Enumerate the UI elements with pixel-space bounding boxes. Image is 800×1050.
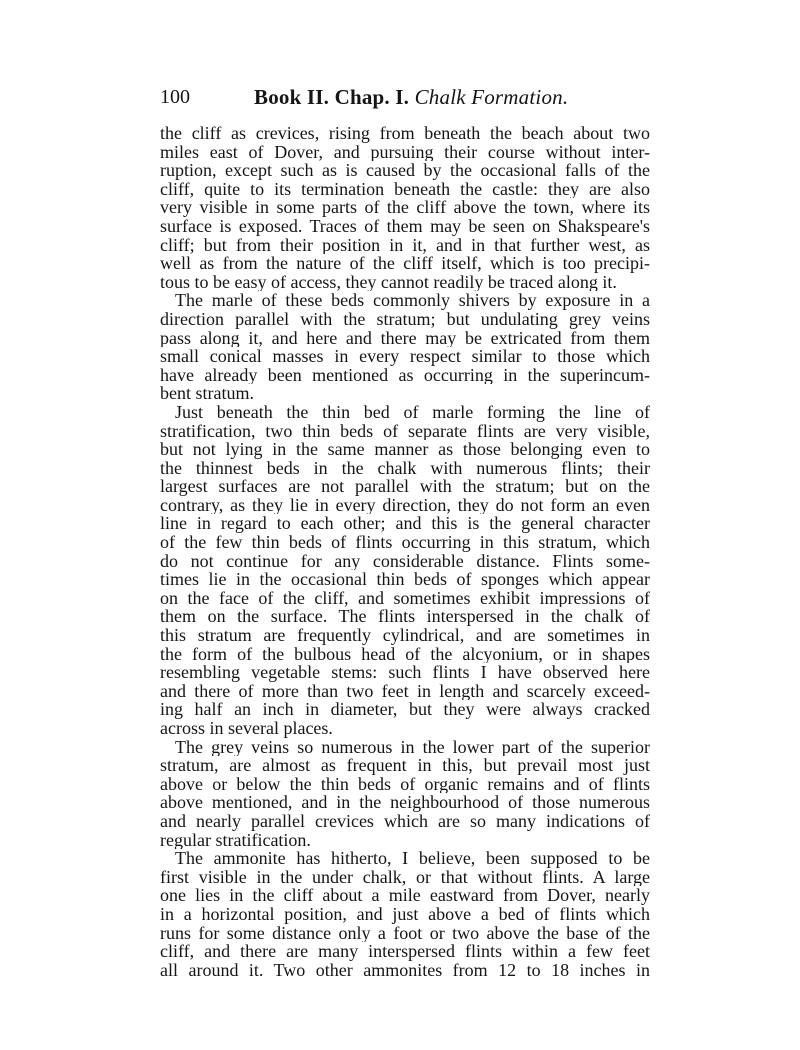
paragraph bbox=[160, 124, 650, 291]
running-head-chapter: Book II. Chap. I. bbox=[254, 85, 410, 109]
paragraph bbox=[160, 403, 650, 738]
text-line: times lie in the occasional thin beds of sponges which appear bbox=[160, 570, 650, 589]
text-line: of the few thin beds of flints occurring in this stratum, which bbox=[160, 533, 650, 552]
text-line: The grey veins so numerous in the lower part of the superior bbox=[175, 737, 650, 757]
text-line: them on the surface. The flints interspersed in the chalk of bbox=[160, 607, 650, 627]
text-line: cliff, and there are many interspersed flints within a few feet bbox=[160, 942, 650, 961]
text-line: one lies in the cliff about a mile eastward from Dover, nearly bbox=[160, 886, 650, 905]
text-line: all around it. Two other ammonites from 12 to 18 inches in bbox=[160, 960, 650, 980]
text-line: contrary, as they lie in every direction, they do not form an even bbox=[160, 495, 650, 515]
text-line: The marle of these beds commonly shivers by exposure in a bbox=[175, 291, 650, 310]
text-line: first visible in the under chalk, or that without flints. A large bbox=[160, 867, 650, 887]
text-line: largest surfaces are not parallel with the stratum; but on the bbox=[160, 477, 650, 496]
running-head-title: Chalk Formation. bbox=[414, 85, 569, 109]
text-line: across in several places. bbox=[160, 719, 333, 738]
text-line: on the face of the cliff, and sometimes exhibit impressions of bbox=[160, 588, 650, 608]
text-line: this stratum are frequently cylindrical, and are sometimes in bbox=[160, 626, 650, 645]
text-line: ing half an inch in diameter, but they were always cracked bbox=[160, 700, 650, 719]
text-line: direction parallel with the stratum; but undulating grey veins bbox=[160, 309, 650, 329]
page-number: 100 bbox=[160, 86, 190, 108]
paragraph bbox=[160, 849, 650, 979]
text-line: above or below the thin beds of organic remains and of flints bbox=[160, 774, 650, 794]
text-line: above mentioned, and in the neighbourhood of those numerous bbox=[160, 793, 650, 812]
text-line: small conical masses in every respect similar to those which bbox=[160, 347, 650, 366]
paragraph bbox=[160, 738, 650, 850]
page-header bbox=[160, 80, 650, 114]
text-line: have already been mentioned as occurring in the superincum- bbox=[160, 365, 650, 385]
text-line: surface is exposed. Traces of them may be seen on Shakspeare's bbox=[160, 216, 650, 236]
text-line: in a horizontal position, and just above a bed of flints which bbox=[160, 904, 650, 924]
text-line: regular stratification. bbox=[160, 830, 311, 850]
text-line: do not continue for any considerable distance. Flints some- bbox=[160, 551, 650, 571]
text-line: very visible in some parts of the cliff above the town, where its bbox=[160, 198, 650, 217]
text-line: pass along it, and here and there may be extricated from them bbox=[160, 328, 650, 348]
text-line: the form of the bulbous head of the alcyonium, or in shapes bbox=[160, 644, 650, 664]
text-line: cliff; but from their position in it, and in that further west, as bbox=[160, 235, 650, 255]
text-line: stratum, are almost as frequent in this, but prevail most just bbox=[160, 756, 650, 775]
text-line: tous to be easy of access, they cannot readily be traced along it. bbox=[160, 272, 617, 292]
text-line: The ammonite has hitherto, I believe, been supposed to be bbox=[175, 849, 650, 868]
text-line: stratification, two thin beds of separate flints are very visible, bbox=[160, 421, 650, 441]
text-line: the cliff as crevices, rising from beneath the beach about two bbox=[160, 124, 650, 143]
text-line: but not lying in the same manner as those belonging even to bbox=[160, 440, 650, 459]
text-line: the thinnest beds in the chalk with numerous flints; their bbox=[160, 458, 650, 478]
text-line: well as from the nature of the cliff itself, which is too precipi- bbox=[160, 254, 650, 273]
text-line: bent stratum. bbox=[160, 384, 254, 403]
running-head bbox=[254, 80, 568, 114]
text-line: miles east of Dover, and pursuing their course without inter- bbox=[160, 142, 650, 162]
paragraph bbox=[160, 291, 650, 403]
text-line: line in regard to each other; and this is the general character bbox=[160, 514, 650, 534]
text-line: cliff, quite to its termination beneath the castle: they are also bbox=[160, 179, 650, 199]
text-line: runs for some distance only a foot or two above the base of the bbox=[160, 923, 650, 943]
text-line: ruption, except such as is caused by the occasional falls of the bbox=[160, 161, 650, 180]
text-line: and there of more than two feet in length and scarcely exceed- bbox=[160, 681, 650, 701]
text-line: Just beneath the thin bed of marle forming the line of bbox=[175, 402, 650, 422]
text-line: resembling vegetable stems: such flints I have observed here bbox=[160, 663, 650, 682]
page-body bbox=[160, 124, 650, 979]
text-line: and nearly parallel crevices which are so many indications of bbox=[160, 811, 650, 831]
